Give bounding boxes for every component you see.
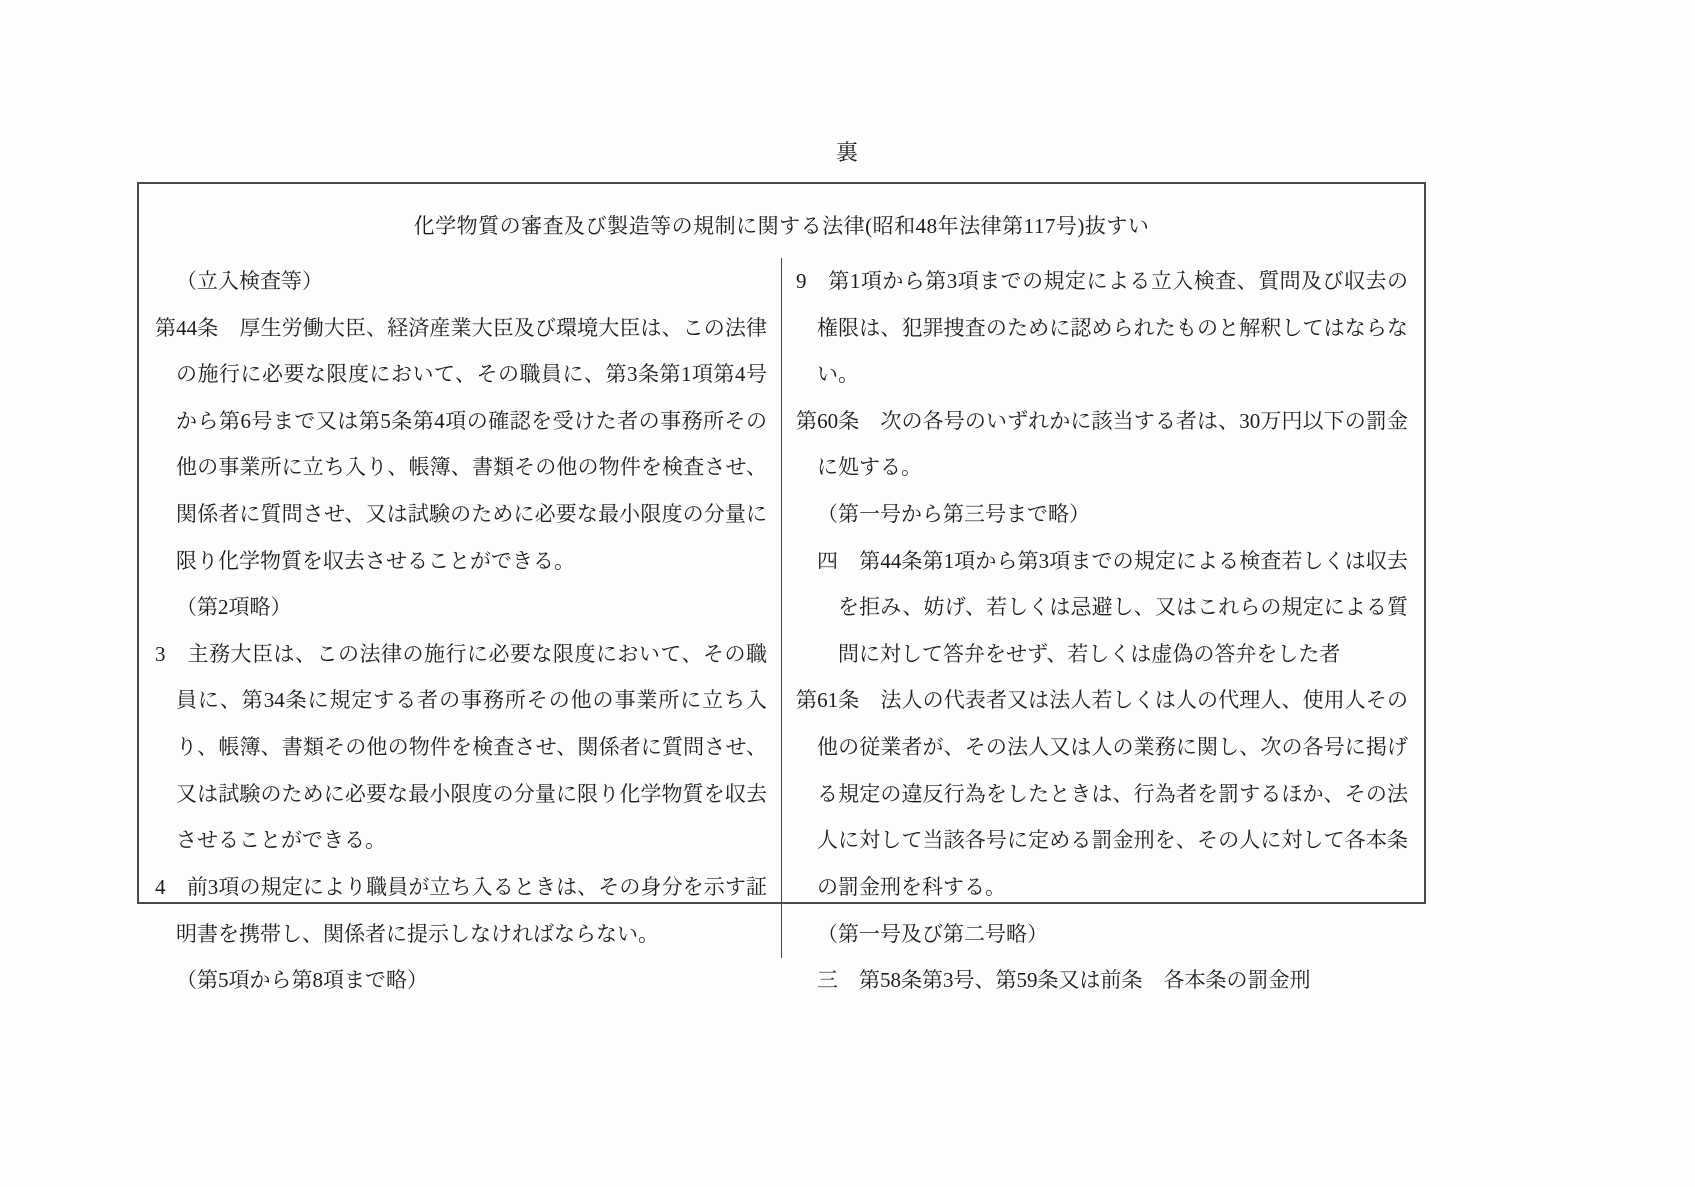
two-column-layout: [153, 258, 1410, 1004]
section-heading: （立入検査等）: [176, 269, 323, 293]
article-61-item-3: 三 第58条第3号、第59条又は前条 各本条の罰金刑: [817, 968, 1311, 993]
omitted-note: （第5項から第8項まで略）: [176, 968, 428, 993]
document-title: 化学物質の審査及び製造等の規制に関する法律(昭和48年法律第117号)抜すい: [413, 214, 1150, 238]
article-60-item-4: 四 第44条第1項から第3項までの規定による検査若しくは収去を拒み、妨げ、若しくは忌避し、又はこれらの規定による質問に対して答弁をせず、若しくは虚偽の答弁をした者: [817, 548, 1408, 666]
page-side-label: 裏: [835, 140, 859, 165]
article-60: 第60条 次の各号のいずれかに該当する者は、30万円以下の罰金に処する。: [796, 408, 1408, 480]
document-box: [137, 182, 1426, 993]
article-44-para-9: 9 第1項から第3項までの規定による立入検査、質問及び収去の権限は、犯罪捜査のために認められたものと解釈してはならない。: [796, 269, 1408, 387]
omitted-note: （第一号及び第二号略）: [817, 921, 1048, 946]
right-column: [782, 258, 1410, 1004]
omitted-note: （第2項略）: [176, 595, 292, 620]
article-44-para-3: 3 主務大臣は、この法律の施行に必要な限度において、その職員に、第34条に規定する者の事務所その他の事業所に立ち入り、帳簿、書類その他の物件を検査させ、関係者に質問させ、又は試験のために必要な最小限度の分量に限り化学物質を収去させることができる。: [155, 641, 767, 853]
left-column: [153, 258, 781, 1004]
article-44-para-1: 第44条 厚生労働大臣、経済産業大臣及び環境大臣は、この法律の施行に必要な限度において、その職員に、第3条第1項第4号から第6号まで又は第5条第4項の確認を受けた者の事務所その他の事業所に立ち入り、帳簿、書類その他の物件を検査させ、関係者に質問させ、又は試験のために必要な最小限度の分量に限り化学物質を収去させることができる。: [155, 315, 767, 573]
article-61: 第61条 法人の代表者又は法人若しくは人の代理人、使用人その他の従業者が、その法人又は人の業務に関し、次の各号に掲げる規定の違反行為をしたときは、行為者を罰するほか、その法人に対して当該各号に定める罰金刑を、その人に対して各本条の罰金刑を科する。: [796, 688, 1408, 899]
omitted-note: （第一号から第三号まで略）: [817, 502, 1090, 527]
article-44-para-4: 4 前3項の規定により職員が立ち入るときは、その身分を示す証明書を携帯し、関係者に提示しなければならない。: [155, 874, 767, 946]
